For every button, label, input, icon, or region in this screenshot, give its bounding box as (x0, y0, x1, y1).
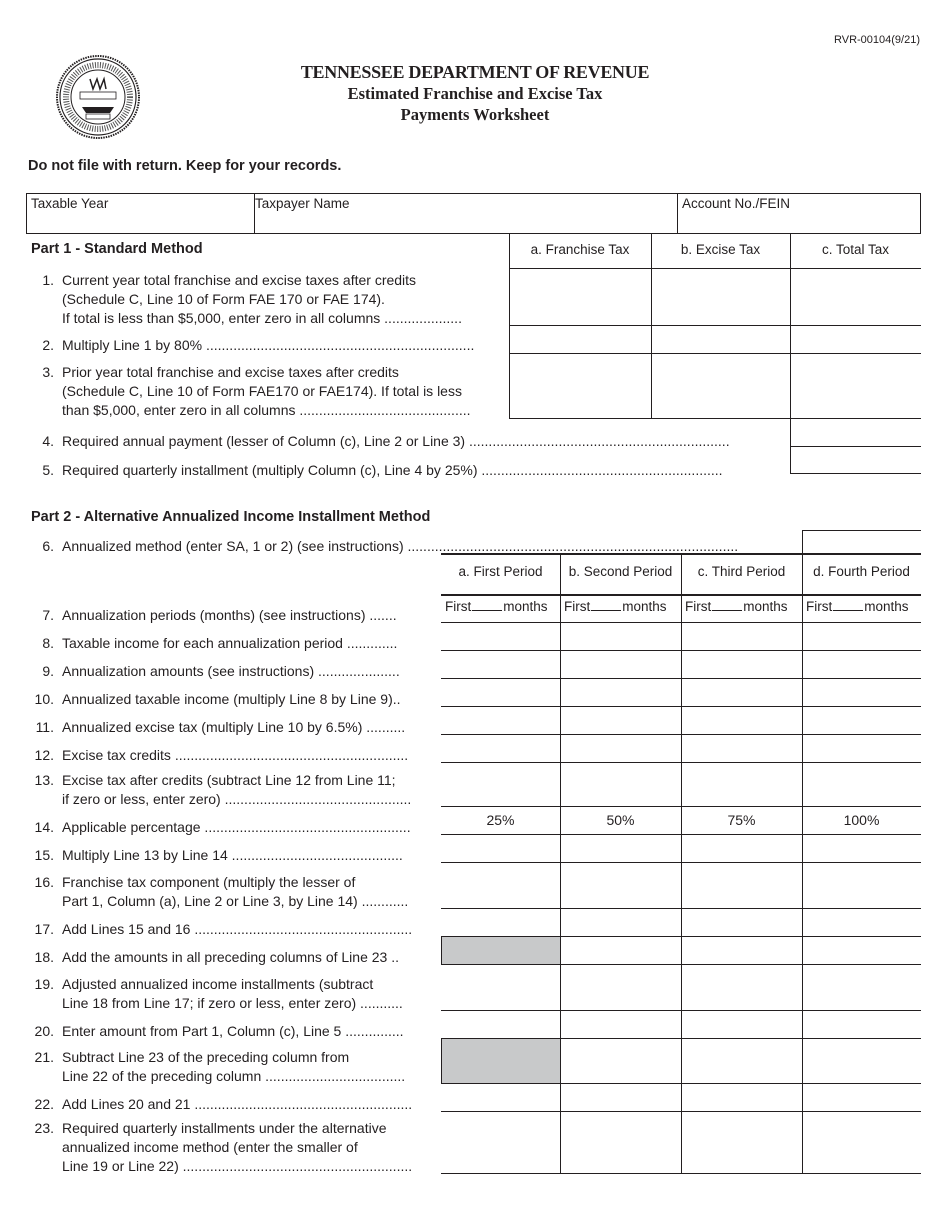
line-text-row: Required annual payment (lesser of Column (c), Line 2 or Line 3) ................................................................... (62, 433, 730, 449)
line-number: 14. (34, 819, 54, 835)
line-number: 12. (34, 747, 54, 763)
line-text-row: Annualized excise tax (multiply Line 10 by 6.5%) .......... (62, 719, 406, 735)
part2-line17-period1-input[interactable] (442, 909, 559, 935)
line-text (62, 690, 401, 709)
part2-line21-period4-input[interactable] (803, 1039, 920, 1082)
form-title: Estimated Franchise and Excise Tax (347, 84, 603, 103)
part2-line9-period2-input[interactable] (561, 651, 680, 677)
part1-line2-colb-input[interactable] (652, 326, 789, 352)
line-number: 9. (42, 663, 54, 679)
months-blank[interactable] (833, 610, 863, 611)
line-text-row: Annualization amounts (see instructions) ..................... (62, 663, 400, 679)
line-text (62, 818, 411, 837)
line-text-row: Excise tax after credits (subtract Line 12 from Line 11; (62, 772, 396, 788)
part2-line18-period4-input[interactable] (803, 937, 920, 963)
rule-line (441, 1173, 921, 1174)
part2-line15-period1-input[interactable] (442, 835, 559, 861)
line-text (62, 363, 471, 420)
part2-line22-period4-input[interactable] (803, 1084, 920, 1110)
line-text-row: Prior year total franchise and excise taxes after credits (62, 364, 399, 380)
line-text-row: Annualized method (enter SA, 1 or 2) (see instructions) ..................................................................................... (62, 538, 739, 554)
line-number: 16. (34, 874, 54, 890)
part2-line23-period3-input[interactable] (682, 1112, 801, 1172)
part2-line22-period2-input[interactable] (561, 1084, 680, 1110)
part2-line18-period3-input[interactable] (682, 937, 801, 963)
months-prefix: First (806, 599, 833, 614)
line-number: 22. (34, 1096, 54, 1112)
part1-column-header: c. Total Tax (821, 242, 890, 257)
line-number: 17. (34, 921, 54, 937)
part2-line17-period4-input[interactable] (803, 909, 920, 935)
part2-line10-period3-input[interactable] (682, 679, 801, 705)
line-text-row: Line 19 or Line 22) ........................................................... (62, 1158, 413, 1174)
months-suffix: months (622, 599, 667, 614)
part1-line2-cola-input[interactable] (510, 326, 650, 352)
part2-line15-period2-input[interactable] (561, 835, 680, 861)
part2-line19-period2-input[interactable] (561, 965, 680, 1009)
line-text-row: (Schedule C, Line 10 of Form FAE170 or FAE174). If total is less (62, 383, 462, 399)
part2-line16-period3-input[interactable] (682, 863, 801, 907)
line-text-row: than $5,000, enter zero in all columns ............................................ (62, 402, 471, 418)
part2-column-header: d. Fourth Period (813, 564, 910, 579)
part2-line15-period3-input[interactable] (682, 835, 801, 861)
part1-column-header: b. Excise Tax (680, 242, 761, 257)
line-text-row: Current year total franchise and excise taxes after credits (62, 272, 417, 288)
part2-line16-period1-input[interactable] (442, 863, 559, 907)
line-number: 6. (42, 538, 54, 554)
part2-line15-period4-input[interactable] (803, 835, 920, 861)
taxpayer-name-field[interactable] (255, 194, 677, 233)
line-number: 23. (34, 1120, 54, 1136)
annualized-method-input[interactable] (803, 531, 920, 552)
line-text-row: Add the amounts in all preceding columns of Line 23 .. (62, 949, 399, 965)
part2-line19-period1-input[interactable] (442, 965, 559, 1009)
part2-line20-period1-input[interactable] (442, 1011, 559, 1037)
line-text-row: (Schedule C, Line 10 of Form FAE 170 or FAE 174). (62, 291, 385, 307)
line-text (62, 746, 408, 765)
part2-column-header: a. First Period (458, 564, 543, 579)
part2-line12-period3-input[interactable] (682, 735, 801, 761)
part1-title: Part 1 - Standard Method (31, 241, 203, 257)
line-number: 8. (42, 635, 54, 651)
line-text-row: Add Lines 20 and 21 ........................................................ (62, 1096, 413, 1112)
line-number: 18. (34, 949, 54, 965)
part2-column-header: c. Third Period (697, 564, 786, 579)
part2-line11-period4-input[interactable] (803, 707, 920, 733)
line-text-row: Required quarterly installments under the alternative (62, 1120, 387, 1136)
department-name: TENNESSEE DEPARTMENT OF REVENUE (300, 62, 650, 82)
taxable-year-label: Taxable Year (31, 196, 109, 211)
line-text-row: Multiply Line 1 by 80% ..................................................................... (62, 337, 475, 353)
line-number: 3. (42, 364, 54, 380)
line-number: 13. (34, 772, 54, 788)
line-text-row: Line 18 from Line 17; if zero or less, enter zero) ........... (62, 995, 403, 1011)
shaded-cell (441, 1038, 561, 1084)
account-no-field[interactable] (678, 194, 920, 233)
line-text-row: Annualized taxable income (multiply Line 8 by Line 9).. (62, 691, 401, 707)
part2-line23-period1-input[interactable] (442, 1112, 559, 1172)
part2-line10-period2-input[interactable] (561, 679, 680, 705)
part2-line17-period3-input[interactable] (682, 909, 801, 935)
line-text-row: annualized income method (enter the smaller of (62, 1139, 358, 1155)
part2-line23-period4-input[interactable] (803, 1112, 920, 1172)
part2-line13-period3-input[interactable] (682, 763, 801, 805)
line-text (62, 873, 408, 911)
part1-line1-colb-input[interactable] (652, 269, 789, 324)
part1-column-header: a. Franchise Tax (530, 242, 630, 257)
line-text (62, 1095, 412, 1114)
part2-line11-period1-input[interactable] (442, 707, 559, 733)
line-text (62, 846, 403, 865)
account-no-label: Account No./FEIN (682, 196, 791, 211)
part2-line13-period4-input[interactable] (803, 763, 920, 805)
part2-column-header: b. Second Period (568, 564, 673, 579)
line-text (62, 336, 474, 355)
part2-title: Part 2 - Alternative Annualized Income Installment Method (31, 509, 431, 525)
line-text-row: Annualization periods (months) (see instructions) ....... (62, 607, 397, 623)
part2-line18-period2-input[interactable] (561, 937, 680, 963)
line-text-row: Excise tax credits ............................................................ (62, 747, 409, 763)
part1-line2-colc-input[interactable] (791, 326, 920, 352)
months-input[interactable] (685, 599, 800, 614)
taxpayer-info-box (26, 193, 921, 234)
months-input[interactable] (806, 599, 919, 614)
line-text-row: Taxable income for each annualization period ............. (62, 635, 398, 651)
part2-line23-period2-input[interactable] (561, 1112, 680, 1172)
months-suffix: months (743, 599, 788, 614)
months-blank[interactable] (472, 610, 502, 611)
part2-line9-period4-input[interactable] (803, 651, 920, 677)
part1-line1-cola-input[interactable] (510, 269, 650, 324)
part2-line20-period4-input[interactable] (803, 1011, 920, 1037)
part2-line16-period4-input[interactable] (803, 863, 920, 907)
part1-line1-colc-input[interactable] (791, 269, 920, 324)
taxpayer-name-label: Taxpayer Name (255, 196, 350, 211)
notice-text: Do not file with return. Keep for your records. (28, 158, 342, 174)
months-prefix: First (445, 599, 472, 614)
line-text (62, 271, 462, 328)
taxable-year-field[interactable] (27, 194, 254, 233)
part2-line9-period1-input[interactable] (442, 651, 559, 677)
line-text-row: Line 22 of the preceding column .................................... (62, 1068, 406, 1084)
line-number: 11. (35, 719, 54, 735)
applicable-percentage: 50% (606, 812, 635, 828)
part2-line10-period1-input[interactable] (442, 679, 559, 705)
line-number: 21. (34, 1049, 54, 1065)
months-prefix: First (685, 599, 712, 614)
part2-line17-period2-input[interactable] (561, 909, 680, 935)
part2-line19-period4-input[interactable] (803, 965, 920, 1009)
part2-line9-period3-input[interactable] (682, 651, 801, 677)
applicable-percentage: 100% (843, 812, 880, 828)
part2-line11-period2-input[interactable] (561, 707, 680, 733)
part2-line12-period4-input[interactable] (803, 735, 920, 761)
part2-line20-period2-input[interactable] (561, 1011, 680, 1037)
rule-line (441, 806, 921, 807)
line-text-row: Franchise tax component (multiply the lesser of (62, 874, 356, 890)
part2-line16-period2-input[interactable] (561, 863, 680, 907)
line-number: 20. (34, 1023, 54, 1039)
line-text (62, 975, 403, 1013)
months-suffix: months (864, 599, 909, 614)
part2-line10-period4-input[interactable] (803, 679, 920, 705)
part1-line3-colb-input[interactable] (652, 354, 789, 417)
line-text (62, 948, 399, 967)
line-text-row: Required quarterly installment (multiply Column (c), Line 4 by 25%) .............................................................. (62, 462, 723, 478)
line-number: 7. (42, 607, 54, 623)
applicable-percentage: 25% (486, 812, 515, 828)
shaded-cell (441, 936, 561, 965)
line-text (62, 461, 723, 480)
line-number: 5. (42, 462, 54, 478)
part2-line13-period2-input[interactable] (561, 763, 680, 805)
line-text-row: Multiply Line 13 by Line 14 ............................................ (62, 847, 403, 863)
applicable-percentage: 75% (727, 812, 756, 828)
line-text (62, 606, 397, 625)
part2-line8-period2-input[interactable] (561, 623, 680, 649)
part2-line8-period1-input[interactable] (442, 623, 559, 649)
part2-line22-period3-input[interactable] (682, 1084, 801, 1110)
line-number: 19. (34, 976, 54, 992)
line-text (62, 634, 397, 653)
form-subtitle: Payments Worksheet (400, 105, 550, 124)
part2-line21-period2-input[interactable] (561, 1039, 680, 1082)
months-blank[interactable] (591, 610, 621, 611)
months-prefix: First (564, 599, 591, 614)
line-text (62, 1119, 412, 1176)
part1-line4-input[interactable] (791, 419, 920, 445)
line-number: 1. (42, 272, 54, 288)
line-text (62, 771, 411, 809)
line-text-row: If total is less than $5,000, enter zero in all columns .................... (62, 310, 462, 326)
part2-line20-period3-input[interactable] (682, 1011, 801, 1037)
line-number: 2. (42, 337, 54, 353)
months-input[interactable] (564, 599, 679, 614)
line-text-row: Applicable percentage ..................................................... (62, 819, 411, 835)
line-number: 10. (34, 691, 54, 707)
line-text (62, 1022, 404, 1041)
line-text (62, 718, 405, 737)
line-text (62, 662, 400, 681)
part2-line8-period4-input[interactable] (803, 623, 920, 649)
line-text (62, 1048, 405, 1086)
part2-line8-period3-input[interactable] (682, 623, 801, 649)
part2-line12-period1-input[interactable] (442, 735, 559, 761)
line-number: 15. (34, 847, 54, 863)
part2-line11-period3-input[interactable] (682, 707, 801, 733)
part1-line3-colc-input[interactable] (791, 354, 920, 417)
state-seal-icon (56, 55, 140, 139)
line-text-row: Subtract Line 23 of the preceding column from (62, 1049, 350, 1065)
part2-line21-period3-input[interactable] (682, 1039, 801, 1082)
part2-line22-period1-input[interactable] (442, 1084, 559, 1110)
line-text (62, 432, 730, 451)
line-text-row: if zero or less, enter zero) ................................................ (62, 791, 412, 807)
form-number: RVR-00104(9/21) (833, 34, 920, 46)
part1-line5-input[interactable] (791, 447, 920, 472)
form-header (200, 62, 750, 125)
part2-line12-period2-input[interactable] (561, 735, 680, 761)
part1-line3-cola-input[interactable] (510, 354, 650, 417)
months-suffix: months (503, 599, 548, 614)
months-input[interactable] (445, 599, 558, 614)
months-blank[interactable] (712, 610, 742, 611)
line-text-row: Add Lines 15 and 16 ........................................................ (62, 921, 413, 937)
part2-line19-period3-input[interactable] (682, 965, 801, 1009)
line-text (62, 920, 412, 939)
part2-line13-period1-input[interactable] (442, 763, 559, 805)
rule-line (790, 473, 921, 474)
line-text-row: Adjusted annualized income installments (subtract (62, 976, 374, 992)
line-text-row: Part 1, Column (a), Line 2 or Line 3, by Line 14) ............ (62, 893, 409, 909)
line-number: 4. (42, 433, 54, 449)
line-text-row: Enter amount from Part 1, Column (c), Line 5 ............... (62, 1023, 404, 1039)
